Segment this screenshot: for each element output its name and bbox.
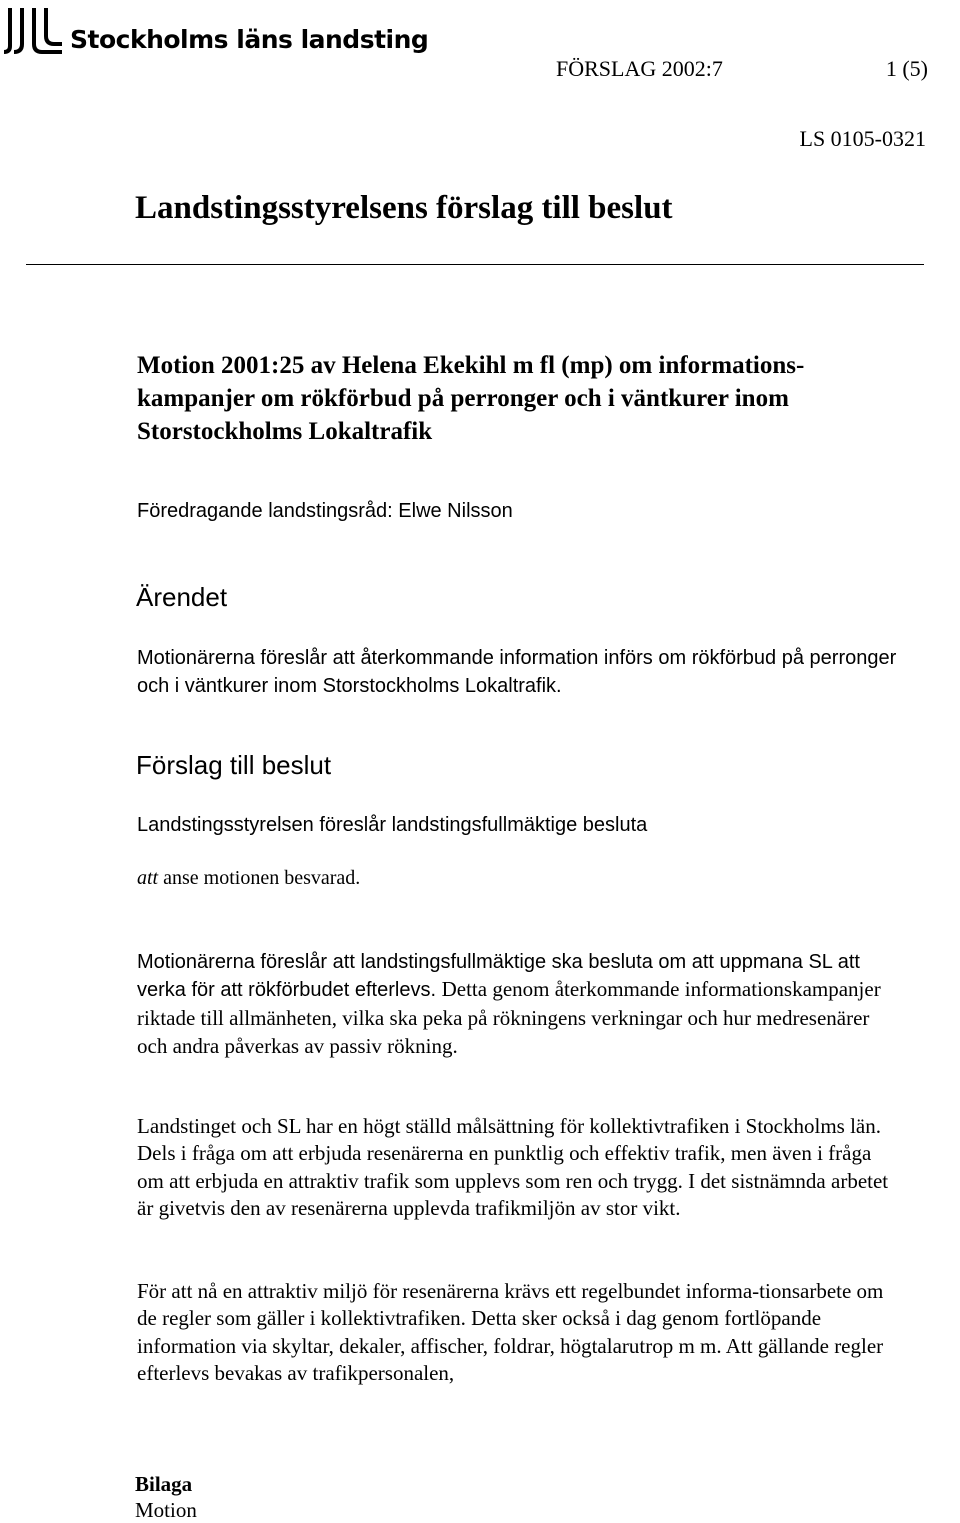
arendet-paragraph: Motionärerna föreslår att återkommande information införs om rökförbud på perronger och i väntkurer inom Storstockholms Lokaltrafik. <box>137 647 897 697</box>
section-heading-forslag: Förslag till beslut <box>136 750 332 780</box>
title-divider <box>26 264 924 265</box>
body-paragraph-1-sans: Motionärerna föreslår att landstingsfullmäktige ska besluta om att uppmana SL att verka för att rökförbudet efterlevs. <box>137 951 860 1002</box>
page-number: 1 (5) <box>885 56 928 81</box>
body-paragraph-1 <box>137 949 897 1061</box>
forslag-paragraph: Landstingsstyrelsen föreslår landstingsfullmäktige besluta <box>137 814 648 836</box>
organization-name: Stockholms läns landsting <box>70 25 429 54</box>
document-id: FÖRSLAG 2002:7 <box>556 56 723 81</box>
body-paragraph-2: Landstinget och SL har en högt ställd målsättning för kollektivtrafiken i Stockholms län. Dels i fråga om att erbjuda resenärerna en punktlig och effektiv trafik, men även i fråga om att erbjuda en attraktiv trafik som upplevs som ren och trygg. I det sistnämnda arbetet är givetvis den av resenärerna upplevda trafikmiljön av stor vikt. <box>137 1114 889 1220</box>
sll-crown-logo-icon <box>4 6 62 56</box>
body-paragraph-3: För att nå en attraktiv miljö för resenärerna krävs ett regelbundet informa-tionsarbete om de regler som gäller i kollektivtrafiken. Detta sker också i dag genom fortlöpande information via skyltar, dekaler, affischer, foldrar, högtalarutrop m m. Att gällande regler efterlevs bevakas av trafikpersonalen, <box>137 1279 884 1385</box>
page-title: Landstingsstyrelsens förslag till beslut <box>135 190 673 226</box>
presenter-line: Föredragande landstingsråd: Elwe Nilsson <box>137 500 513 522</box>
att-keyword: att <box>137 867 159 889</box>
motion-title: Motion 2001:25 av Helena Ekekihl m fl (mp) om informations-kampanjer om rökförbud på perronger och i väntkurer inom Storstockholms Lokaltrafik <box>137 352 805 445</box>
reference-number: LS 0105-0321 <box>799 126 926 151</box>
organization-logo <box>4 4 428 56</box>
body-paragraph-1-serif: Detta genom återkommande informationskampanjer riktade till allmänheten, vilka ska peka på rökningens verkningar och hur medresenärer och andra påverkas av passiv rökning. <box>137 977 881 1058</box>
attachments-heading: Bilaga <box>135 1472 193 1496</box>
att-clause <box>137 867 360 890</box>
section-heading-arendet: Ärendet <box>136 582 228 612</box>
att-text: anse motionen besvarad. <box>163 867 361 889</box>
attachment-item: Motion <box>135 1498 197 1522</box>
